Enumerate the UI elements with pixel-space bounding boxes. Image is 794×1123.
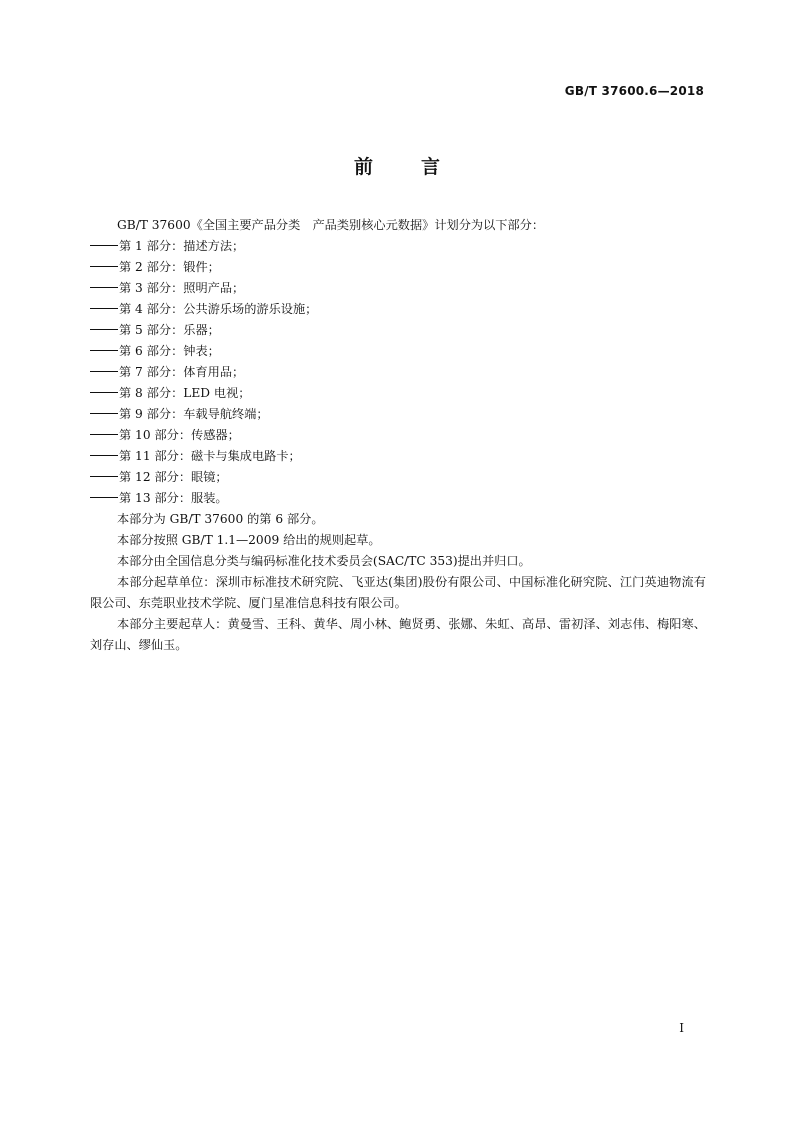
part-label: 第 9 部分：车载导航终端； (119, 407, 269, 421)
list-item (90, 488, 706, 509)
list-item (90, 299, 706, 320)
list-item (90, 425, 706, 446)
drafting-rules-paragraph: 本部分按照 GB/T 1.1—2009 给出的规则起草。 (117, 533, 381, 547)
part-label: 第 7 部分：体育用品； (119, 365, 245, 379)
scope-paragraph: 本部分为 GB/T 37600 的第 6 部分。 (117, 512, 324, 526)
part-label: 第 10 部分：传感器； (119, 428, 240, 442)
standard-code: GB/T 37600.6—2018 (564, 84, 704, 98)
dash-icon (90, 245, 118, 246)
dash-icon (90, 329, 118, 330)
list-item (90, 467, 706, 488)
title-char-1: 前 (353, 156, 373, 178)
page-number: I (679, 1021, 684, 1035)
part-label: 第 8 部分：LED 电视； (119, 386, 251, 400)
part-label: 第 13 部分：服装。 (119, 491, 228, 505)
dash-icon (90, 308, 118, 309)
part-label: 第 11 部分：磁卡与集成电路卡； (119, 449, 301, 463)
part-label: 第 2 部分：锻件； (119, 260, 220, 274)
dash-icon (90, 434, 118, 435)
dash-icon (90, 266, 118, 267)
list-item (90, 320, 706, 341)
dash-icon (90, 392, 118, 393)
intro-paragraph: GB/T 37600《全国主要产品分类 产品类别核心元数据》计划分为以下部分： (117, 218, 545, 232)
list-item (90, 446, 706, 467)
part-label: 第 6 部分：钟表； (119, 344, 220, 358)
drafting-units-paragraph: 本部分起草单位：深圳市标准技术研究院、飞亚达(集团)股份有限公司、中国标准化研究院、江门英迪物流有限公司、东莞职业技术学院、厦门星准信息科技有限公司。 (90, 575, 706, 610)
list-item (90, 236, 706, 257)
list-item (90, 341, 706, 362)
dash-icon (90, 287, 118, 288)
list-item (90, 404, 706, 425)
title-char-2: 言 (421, 156, 441, 178)
part-label: 第 1 部分：描述方法； (119, 239, 245, 253)
dash-icon (90, 455, 118, 456)
dash-icon (90, 350, 118, 351)
list-item (90, 362, 706, 383)
page-title (0, 152, 794, 179)
foreword-body (90, 215, 706, 656)
dash-icon (90, 497, 118, 498)
committee-paragraph: 本部分由全国信息分类与编码标准化技术委员会(SAC/TC 353)提出并归口。 (117, 554, 531, 568)
dash-icon (90, 413, 118, 414)
dash-icon (90, 476, 118, 477)
list-item (90, 383, 706, 404)
dash-icon (90, 371, 118, 372)
part-label: 第 3 部分：照明产品； (119, 281, 245, 295)
list-item (90, 257, 706, 278)
part-label: 第 4 部分：公共游乐场的游乐设施； (119, 302, 318, 316)
part-label: 第 12 部分：眼镜； (119, 470, 228, 484)
part-label: 第 5 部分：乐器； (119, 323, 220, 337)
drafters-paragraph: 本部分主要起草人：黄曼雪、王科、黄华、周小林、鲍贤勇、张娜、朱虹、高昂、雷初泽、刘志伟、梅阳寒、刘存山、缪仙玉。 (90, 617, 706, 652)
list-item (90, 278, 706, 299)
